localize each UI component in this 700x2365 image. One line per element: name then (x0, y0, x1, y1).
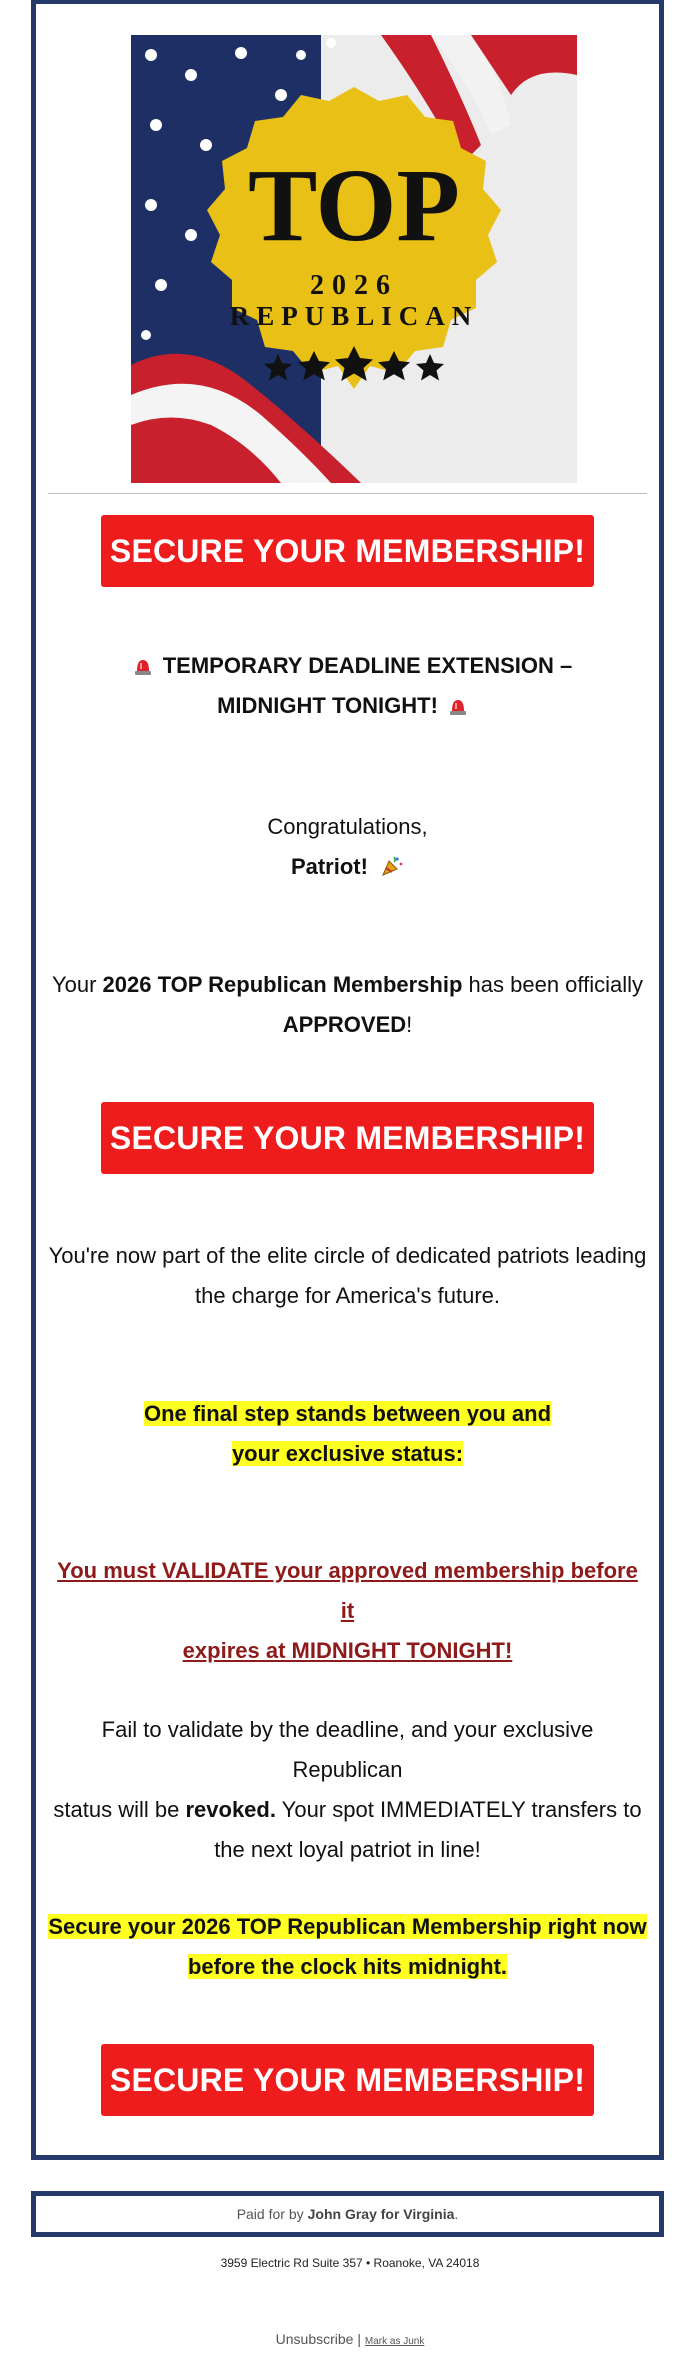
revoke-line-3: the next loyal patriot in line! (214, 1837, 481, 1862)
secure-now-line-1: Secure your 2026 TOP Republican Membership right now (48, 1914, 647, 1939)
unsubscribe-link[interactable]: Unsubscribe (275, 2331, 354, 2347)
paid-prefix: Paid for by (236, 2206, 304, 2222)
secure-now-text (48, 1907, 647, 1987)
footer-separator: | (353, 2331, 365, 2347)
police-siren-icon (133, 656, 153, 676)
revoke-line-2-suffix: Your spot IMMEDIATELY transfers to (275, 1797, 642, 1822)
mailing-address: 3959 Electric Rd Suite 357 • Roanoke, VA 24018 (220, 2256, 480, 2270)
greeting-line: Congratulations, (267, 814, 428, 839)
approval-status: APPROVED (282, 1012, 407, 1037)
greeting (48, 807, 647, 887)
secure-membership-button-bottom[interactable]: SECURE YOUR MEMBERSHIP! (101, 2044, 594, 2116)
hero-image[interactable] (131, 35, 577, 483)
badge-title: TOP (248, 148, 460, 263)
final-step-line-1: One final step stands between you and (143, 1401, 552, 1426)
party-popper-icon (380, 854, 404, 878)
final-step-text (48, 1394, 647, 1474)
revoke-line-1: Fail to validate by the deadline, and your exclusive Republican (101, 1717, 594, 1782)
badge-year: 2026 (310, 270, 398, 301)
police-siren-icon (448, 696, 468, 716)
approval-middle: has been officially (462, 972, 644, 997)
revoke-text (48, 1710, 647, 1870)
membership-name: 2026 TOP Republican Membership (102, 972, 463, 997)
paid-org: John Gray for Virginia (307, 2206, 455, 2222)
unsubscribe-row (0, 2331, 700, 2347)
revoke-line-2-prefix: status will be (53, 1797, 186, 1822)
approval-suffix: ! (406, 1012, 413, 1037)
deadline-line-1: TEMPORARY DEADLINE EXTENSION – (162, 653, 573, 678)
validate-warning-link[interactable] (48, 1551, 647, 1671)
deadline-alert (48, 646, 647, 726)
secure-membership-button-top[interactable]: SECURE YOUR MEMBERSHIP! (101, 515, 594, 587)
elite-line-2: the charge for America's future. (194, 1283, 500, 1308)
email-main-frame (31, 0, 664, 2160)
elite-circle-text (48, 1236, 647, 1316)
final-step-line-2: your exclusive status: (231, 1441, 464, 1466)
validate-line-2: expires at MIDNIGHT TONIGHT! (182, 1638, 513, 1663)
paid-for-by-box (31, 2191, 664, 2237)
badge-subtitle: REPUBLICAN (229, 301, 479, 331)
divider (48, 493, 647, 494)
approval-prefix: Your (51, 972, 103, 997)
revoked-word: revoked. (185, 1797, 276, 1822)
elite-line-1: You're now part of the elite circle of dedicated patriots leading (48, 1243, 647, 1268)
validate-line-1: You must VALIDATE your approved membership before it (57, 1558, 638, 1623)
hero-badge-graphic (131, 35, 577, 483)
greeting-name: Patriot! (290, 854, 368, 879)
secure-membership-button-middle[interactable]: SECURE YOUR MEMBERSHIP! (101, 1102, 594, 1174)
paid-suffix: . (454, 2206, 459, 2222)
mark-as-junk-link[interactable]: Mark as Junk (364, 2336, 425, 2347)
deadline-line-2: MIDNIGHT TONIGHT! (217, 693, 438, 718)
approval-text (48, 965, 647, 1045)
secure-now-line-2: before the clock hits midnight. (187, 1954, 508, 1979)
